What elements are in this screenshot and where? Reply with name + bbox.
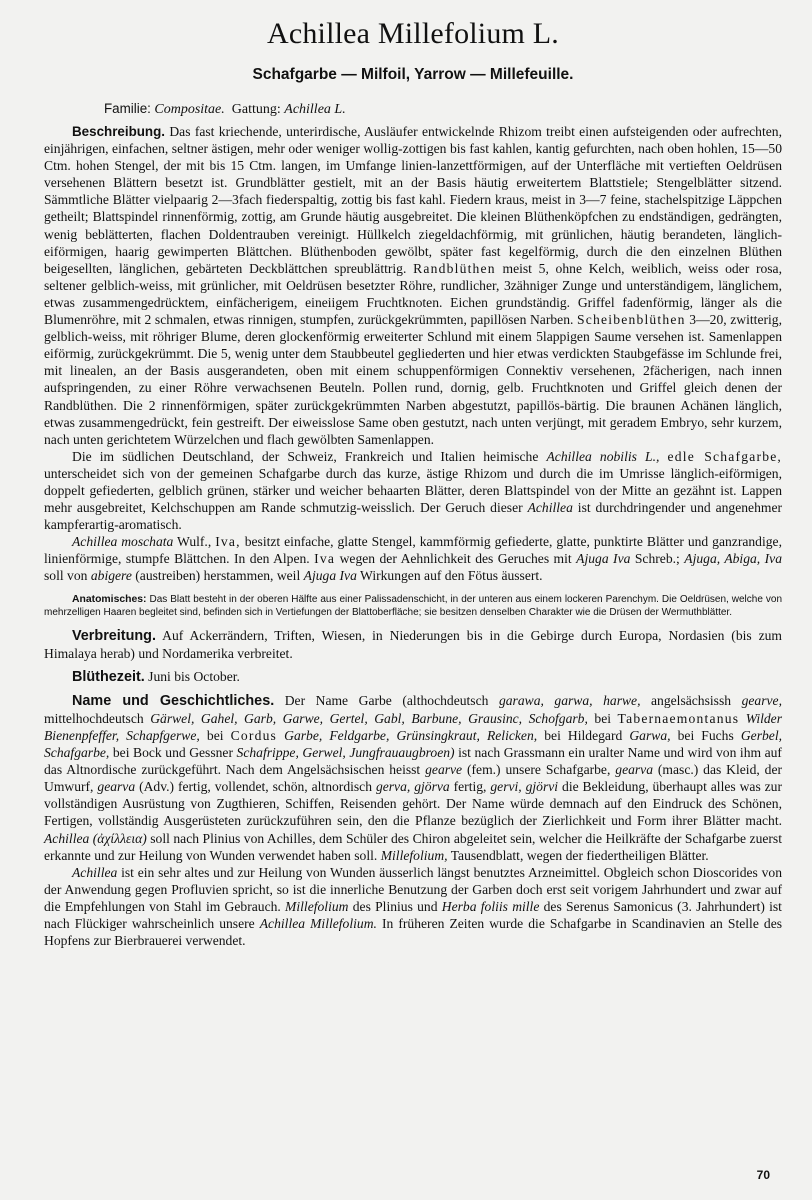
ng2-achillea-millefolium: Achillea Millefolium.: [259, 916, 377, 932]
ng-text-aa: fertig,: [453, 779, 487, 795]
ng-gearve-2: gearve: [425, 762, 463, 778]
familie-line: [104, 100, 782, 119]
nobilis-text-2: ist durchdringender und angenehmer kampferartig-aromatisch.: [44, 500, 783, 533]
ng-text-ag: Tausendblatt, wegen der fiedertheiligen Blätter.: [450, 847, 709, 863]
ng-gearva-2: gearva: [97, 779, 136, 795]
verbreitung-text: Auf Ackerrändern, Triften, Wiesen, in Niederungen bis in die Gebirge durch Europa, Nordasien (bis zum Himalaya herab) und Nordamerika verbreitet.: [44, 627, 783, 661]
ng-text-ac: die Bekleidung, überhaupt alles was zur vollständigen Ausrüstung von Zugthieren, Schiffen, Reisenden gehört. Der Name würde demnach auf den Eindruck des Schönen, Fertigen, vollständig Ausgerüsteten zurückzuführen sein, den die Pflanze bezüglich der Zierlichkeit und Form ihrer Blätter macht.: [44, 779, 783, 829]
ng-text-y: (Adv.) fertig, vollendet, schön, altnordisch: [139, 779, 373, 795]
moschata-text-2: wegen der Aehnlichkeit des Geruches mit: [339, 551, 572, 567]
nobilis-genus: Achillea: [527, 500, 573, 516]
name-geschichte-paragraph: [44, 692, 782, 864]
ng2-herba-foliis: Herba foliis mille: [441, 898, 540, 914]
ng-old-names-3: Wilder Bienenpfeffer, Schapfgerwe,: [44, 710, 782, 743]
bluethezeit-label: Blüthezeit.: [72, 668, 145, 685]
ng-hildegard: bei Hildegard: [544, 728, 623, 743]
ng-tabernaemontanus: Tabernaemontanus: [617, 710, 740, 726]
ng2-text-d: des Plinius und: [352, 898, 438, 914]
ng-gearva-1: gearva: [615, 762, 654, 778]
ng2-text-f: des Serenus Samonicus (3. Jahrhundert) ist nach Flückiger wahrscheinlich unsere: [44, 898, 782, 932]
verbreitung-paragraph: [44, 627, 782, 662]
moschata-text-6: Wirkungen auf den Fötus äussert.: [360, 568, 543, 584]
ng-millefolium: Millefolium,: [380, 847, 448, 863]
ng-text-g: bei: [594, 710, 612, 726]
iva-name: Iva: [314, 551, 336, 567]
familie-label: Familie:: [104, 101, 151, 116]
ng2-millefolium: Millefolium: [285, 898, 349, 914]
nobilis-intro: Die im südlichen Deutschland, der Schweiz, Frankreich und Italien heimische: [72, 448, 539, 464]
beschreibung-paragraph: [44, 123, 782, 448]
ng-old-names-2: Gärwel, Gahel, Garb, Garwe, Gertel, Gabl, Barbune, Grausinc, Schofgarb,: [150, 710, 588, 726]
ng-text-s: ist nach Grassmann ein uralter Name und wird von ihm auf das Altnordische zurückgeführt. Nach dem Angelsächsischen heisst: [44, 745, 782, 778]
bluethezeit-paragraph: [44, 668, 782, 686]
ng-text-e: mittelhochdeutsch: [44, 710, 144, 726]
ng-text-w: (masc.) das Kleid, der Umwurf,: [44, 762, 783, 795]
moschata-text-5: (austreiben) herstammen, weil: [135, 568, 301, 584]
ng-text-a: Der Name Garbe (althochdeutsch: [284, 692, 489, 708]
ng-cordus: Cordus: [230, 728, 278, 743]
ng-old-names-6: Schafrippe, Gerwel, Jungfrauaugbroen): [236, 745, 455, 761]
beschreibung-text: Das fast kriechende, unterirdische, Ausläufer entwickelnde Rhizom treibt einen aufsteigenden oder aufrechten, einjährigen, einfachen, seltner ästigen, mehr oder weniger wollig-zottigen bis fast kahlen, kantig gefurchten, nach oben hohlen, 15—50 Ctm. hohen Stengel, der mit bis 15 Ctm. langen, im Umfange linien-lanzettförmigen, auf der Unterfläche mit vertieften Oeldrüsen versehenen Blättern besetzt ist. Grundblätter gestielt, mit an der Basis häutig erweitertem Blattstiele; Stengelblätter sitzend. Sämmtliche Blätter vielpaarig 2—3fach fiederspaltig, zottig bis fast kahl. Fiedern kraus, meist in 3—7 feine, stachelspitzige Läppchen getheilt; Blattspindel rinnenförmig, zottig, am Grunde häutig ausgebreitet. Die kleinen Blüthenköpfchen zu endständigen, gedrängten, wenig beblätterten, flachen Doldentrauben vereinigt. Hüllkelch ziegeldachförmig, mit grünlichen, häutig berandeten, länglich-eiförmigen, haarig gewimperten Blättchen. Blüthenboden gewölbt, später fast kegelförmig, durch die den einzelnen Blüthen beigesellten, länglichen, gebärteten Deckblättchen spreublättrig.: [44, 124, 782, 276]
randblueten-label: Randblüthen: [413, 260, 496, 276]
ng-garwa: Garwa,: [629, 728, 671, 743]
ng-gervi: gervi, gjörvi: [490, 779, 559, 795]
gattung-value: Achillea L.: [284, 102, 346, 117]
abigere-word: abigere: [90, 568, 132, 584]
ng2-text-b: ist ein sehr altes und zur Heilung von Wunden äusserlich längst benutztes Arzneimittel. Obgleich schon Dioscorides von der Anwendung gegen Profluvien spricht, so ist die innerliche Benutzung der Garben doch erst seit vorigem Jahrhundert und zwar auf die Empfehlungen von Stahl im Gebrauch.: [44, 864, 782, 914]
anatomisches-text: Das Blatt besteht in der oberen Hälfte aus einer Palissadenschicht, in der unteren aus einem lockeren Parenchym. Die Oeldrüsen, welche von mehrzelligen Haaren begleitet sind, befinden sich in Vertiefungen der Blattoberfläche; sie besitzen denselben Charakter wie die Drüsen der Wermuthblätter.: [44, 593, 783, 618]
moschata-author: Wulf.,: [177, 534, 212, 550]
gattung-label: Gattung:: [231, 102, 281, 117]
ng2-text-h: In früheren Zeiten wurde die Schafgarbe in Scandinavien an Stelle des Hopfens zur Bierbrauerei verwendet.: [44, 916, 783, 949]
moschata-common-name: Iva,: [215, 534, 241, 550]
scheibenblueten-label: Scheibenblüthen: [577, 312, 686, 328]
ng-text-u: (fem.) unsere Schafgarbe,: [467, 762, 611, 778]
beschreibung-text-3: 3—20, zwitterig, gelblich-weiss, mit röhriger Blume, deren glockenförmig erweiterter Schlund mit einem 5lappigen Saume versehen ist. Samenlappen eiförmig, zurückgekrümmt. Die 5, wenig unter dem Staubbeutel gegliederten und hier etwas verdickten Staubgefässe im Schlunde frei, mit linealen, an der Basis ausgerandeten, oben mit einem schuppenförmigen Connektiv versehenen, 2fächerigen, nach innen aufspringenden, zu einer Röhre verwachsenen Beuteln. Pollen rund, dornig, gelb. Fruchtknoten und Griffel gleich denen der Randblüthen. Die 2 rinnenförmigen, später zurückgekrümmten Narben abgestutzt, papillös-bärtig. Die braunen Achänen länglich, etwas zusammengedrückt, fein gestreift. Der eiweisslose Same oben gestutzt, nach unten verjüngt, mit geradem Embryo, sehr kurzem, nach unten gerichtetem Würzelchen und flach gewölbten Samenlappen.: [44, 312, 782, 447]
nobilis-name: Achillea nobilis L.,: [546, 448, 660, 464]
ng-fuchs: bei Fuchs: [677, 728, 734, 743]
ng2-achillea: Achillea: [72, 864, 118, 880]
ng-text-ae: soll nach Plinius von Achilles, dem Schüler des Chiron abgeleitet sein, welcher die Heilkräfte der Schafgarbe zuerst erkannte und zur Heilung von Wunden verwendet haben soll.: [44, 830, 782, 863]
ajuga-iva-2: Ajuga Iva: [303, 568, 357, 584]
ajuga-abiga-iva: Ajuga, Abiga, Iva: [684, 551, 783, 567]
moschata-name: Achillea moschata: [72, 534, 174, 550]
page-title: Achillea Millefolium L.: [266, 17, 560, 50]
achillea-history-paragraph: [44, 864, 782, 949]
anatomisches-paragraph: [44, 593, 782, 619]
ng-gearve: gearve,: [741, 692, 782, 708]
page-subtitle: Schafgarbe — Milfoil, Yarrow — Millefeuille.: [252, 66, 574, 83]
ng-old-names-1: garawa, garwa, harwe,: [498, 692, 641, 708]
ng-old-names-4: Garbe, Feldgarbe, Grünsingkraut, Relicken,: [284, 728, 538, 743]
page-number: 70: [756, 1168, 770, 1182]
name-geschichte-label: Name und Geschichtliches.: [72, 692, 275, 709]
moschata-text-3: Schreb.;: [634, 551, 680, 567]
ng-achillea-greek: Achillea (ἀχίλλεια): [44, 830, 147, 846]
ng-text-c: angelsächsissh: [651, 692, 732, 708]
beschreibung-label: Beschreibung.: [72, 124, 166, 139]
verbreitung-label: Verbreitung.: [72, 627, 156, 644]
bluethezeit-text: Juni bis October.: [148, 668, 240, 684]
ng-gerva: gerva, gjörva: [375, 779, 450, 795]
nobilis-text: unterscheidet sich von der gemeinen Schafgarbe durch das kurze, ästige Rhizom und durch die im Umrisse länglich-eiförmigen, doppelt gefiederten, gelblich grünen, stärker und weicher behaarten Blätter, deren Blattspindel von der Mitte an gezähnt ist. Lappen mehr ausgebreitet, Kelchschuppen am Rande schmutzig-weisslich. Der Geruch dieser: [44, 465, 782, 516]
nobilis-paragraph: [44, 448, 782, 533]
moschata-text-4: soll von: [44, 568, 88, 584]
familie-value: Compositae.: [154, 102, 225, 117]
beschreibung-text-2: meist 5, ohne Kelch, weiblich, weiss oder rosa, seltener gelblich-weiss, mit grünlicher, mit Oeldrüsen besetzter Röhre, rundlicher, 3zähniger Zunge und unterständigem, länglichem, etwas zusammengedrücktem, einfächerigem, eineiigem Fruchtknoten. Eichen grundständig. Griffel fadenförmig, länger als die Blumenröhre, mit 2 schmalen, etwas rinnigen, stumpfen, zurückgekrümmten, papillösen Narben.: [44, 260, 782, 328]
moschata-text: besitzt einfache, glatte Stengel, kammförmig gefiederte, glatte, punktirte Blätter und ganzrandige, linienförmige, stumpfe Blättchen. In den Alpen.: [44, 534, 782, 567]
moschata-paragraph: [44, 533, 782, 584]
ng-bock-gessner: bei Bock und Gessner: [112, 745, 233, 761]
ng-text-j: bei: [206, 728, 224, 743]
ajuga-iva-1: Ajuga Iva: [576, 551, 631, 567]
anatomisches-label: Anatomisches:: [72, 593, 147, 605]
nobilis-common-name: edle Schafgarbe,: [667, 448, 783, 464]
ng-old-names-5: Gerbel, Schafgarbe,: [44, 728, 782, 761]
